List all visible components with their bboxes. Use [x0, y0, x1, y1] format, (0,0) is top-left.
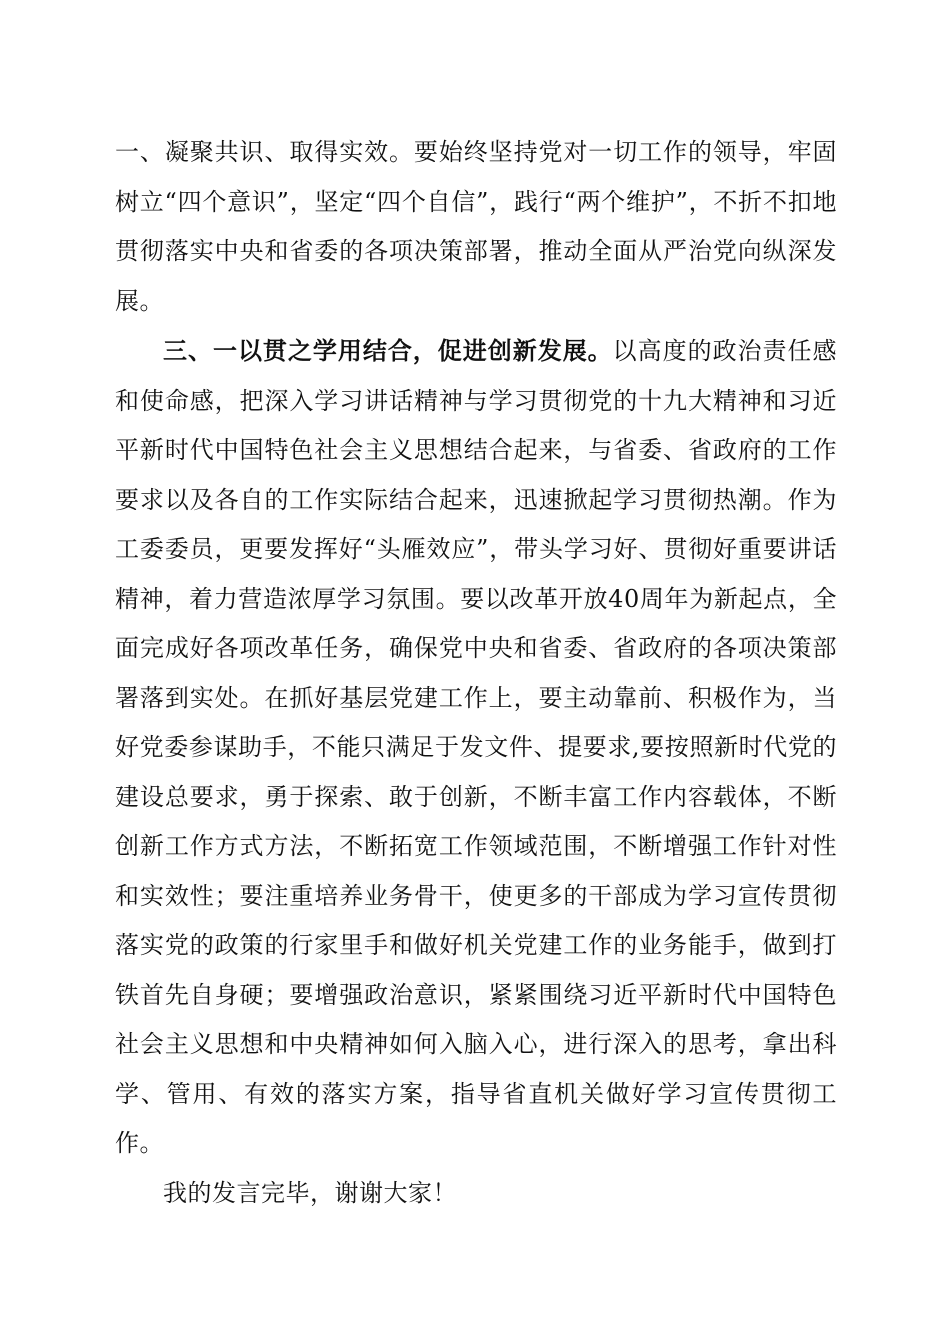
paragraph-text: 一、凝聚共识、取得实效。要始终坚持党对一切工作的领导，牢固树立“四个意识”，坚定“四个自信”，践行“两个维护”，不折不扣地贯彻落实中央和省委的各项决策部署，推动全面从严治党向纵深发展。: [115, 138, 837, 315]
document-body: [115, 128, 837, 1218]
paragraph-section-three: [115, 326, 837, 1169]
paragraph-closing: [115, 1169, 837, 1219]
closing-remark: 我的发言完毕，谢谢大家！: [163, 1178, 457, 1207]
paragraph-text: 以高度的政治责任感和使命感，把深入学习讲话精神与学习贯彻党的十九大精神和习近平新时代中国特色社会主义思想结合起来，与省委、省政府的工作要求以及各自的工作实际结合起来，迅速掀起学习贯彻热潮。作为工委委员，更要发挥好“头雁效应”，带头学习好、贯彻好重要讲话精神，着力营造浓厚学习氛围。要以改革开放40周年为新起点，全面完成好各项改革任务，确保党中央和省委、省政府的各项决策部署落到实处。在抓好基层党建工作上，要主动靠前、积极作为，当好党委参谋助手，不能只满足于发文件、提要求,要按照新时代党的建设总要求，勇于探索、敢于创新，不断丰富工作内容载体，不断创新工作方式方法，不断拓宽工作领域范围，不断增强工作针对性和实效性；要注重培养业务骨干，使更多的干部成为学习宣传贯彻落实党的政策的行家里手和做好机关党建工作的业务能手，做到打铁首先自身硬；要增强政治意识，紧紧围绕习近平新时代中国特色社会主义思想和中央精神如何入脑入心，进行深入的思考，拿出科学、管用、有效的落实方案，指导省直机关做好学习宣传贯彻工作。: [115, 337, 838, 1157]
section-heading: 三、一以贯之学用结合，促进创新发展。: [163, 336, 613, 365]
paragraph-section-one: [115, 128, 837, 326]
